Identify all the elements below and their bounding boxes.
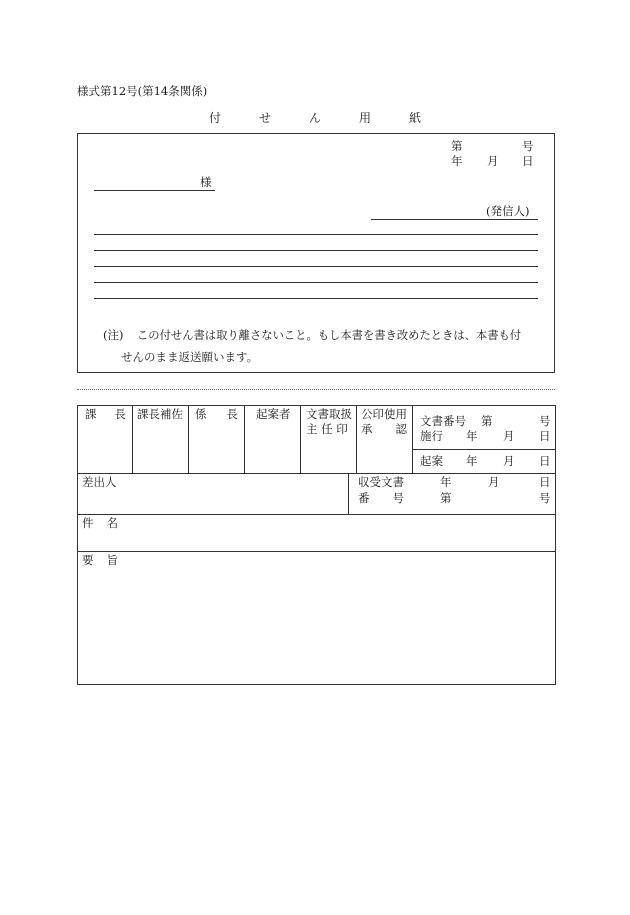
grid-divider <box>132 405 133 473</box>
shuju-go: 号 <box>539 491 551 505</box>
header-kacho-hosa: 課長補佐 <box>137 407 183 421</box>
header-shunin-in: 主 任 印 <box>306 422 348 436</box>
shuju-nen: 年 <box>440 475 452 489</box>
shiko-nen: 年 <box>466 429 478 443</box>
date-day: 日 <box>522 154 534 168</box>
grid-divider <box>412 449 555 450</box>
form-label: 様式第12号(第14条関係) <box>77 84 208 98</box>
header-kacho: 課 長 <box>85 407 126 421</box>
grid-divider <box>356 405 357 473</box>
number-suffix: 号 <box>522 139 534 153</box>
kian-tsuki: 月 <box>503 454 515 468</box>
header-koin: 公印使用 <box>361 407 407 421</box>
yoshi-label: 要 旨 <box>82 553 118 567</box>
bunsho-bango-label: 文書番号 <box>420 414 466 428</box>
cut-line <box>77 389 555 390</box>
bango-go: 号 <box>539 414 551 428</box>
kian-nen: 年 <box>466 454 478 468</box>
grid-divider <box>348 473 349 514</box>
note-line-2: せんのまま返送願います。 <box>121 350 259 364</box>
header-kiansha: 起案者 <box>256 407 291 421</box>
grid-divider <box>244 405 245 473</box>
body-line <box>94 282 538 283</box>
shiko-tsuki: 月 <box>503 429 515 443</box>
kenmei-label: 件 名 <box>82 516 118 530</box>
sashidashinin-label: 差出人 <box>82 475 117 489</box>
title-char: 付 <box>208 111 221 125</box>
date-month: 月 <box>487 154 499 168</box>
body-line <box>94 298 538 299</box>
header-kakaricho: 係 長 <box>195 407 238 421</box>
shiko-label: 施行 <box>420 429 443 443</box>
addressee-line <box>94 190 215 191</box>
grid-divider <box>77 514 555 515</box>
grid-divider <box>188 405 189 473</box>
number-prefix: 第 <box>451 139 463 153</box>
body-line <box>94 266 538 267</box>
bango-label: 番 号 <box>358 491 404 505</box>
sender-label: (発信人) <box>486 204 530 218</box>
document-register-table <box>77 405 556 685</box>
shuju-dai: 第 <box>440 491 452 505</box>
note-mark: (注) <box>103 328 124 342</box>
page-title <box>0 112 630 125</box>
title-char: 用 <box>359 111 372 125</box>
shiko-hi: 日 <box>539 429 551 443</box>
kian-hi: 日 <box>539 454 551 468</box>
title-char: せ <box>258 111 271 125</box>
body-line <box>94 250 538 251</box>
sender-line <box>371 219 538 220</box>
grid-divider <box>77 551 555 552</box>
bango-dai: 第 <box>481 414 493 428</box>
note-line-1: この付せん書は取り離さないこと。もし本書を書き改めたときは、本書も付 <box>137 329 522 342</box>
header-shonin: 承 認 <box>361 422 407 436</box>
date-year: 年 <box>451 154 463 168</box>
grid-divider <box>412 405 413 473</box>
title-char: ん <box>308 111 321 125</box>
grid-divider <box>77 473 555 474</box>
grid-divider <box>300 405 301 473</box>
body-line <box>94 234 538 235</box>
title-char: 紙 <box>409 111 422 125</box>
kian-label: 起案 <box>420 454 443 468</box>
header-toriatsukai: 文書取扱 <box>306 407 352 421</box>
shuju-hi: 日 <box>539 475 551 489</box>
shuju-tsuki: 月 <box>488 475 500 489</box>
shuju-bunsho-label: 収受文書 <box>358 475 404 489</box>
addressee-suffix: 様 <box>200 175 212 189</box>
